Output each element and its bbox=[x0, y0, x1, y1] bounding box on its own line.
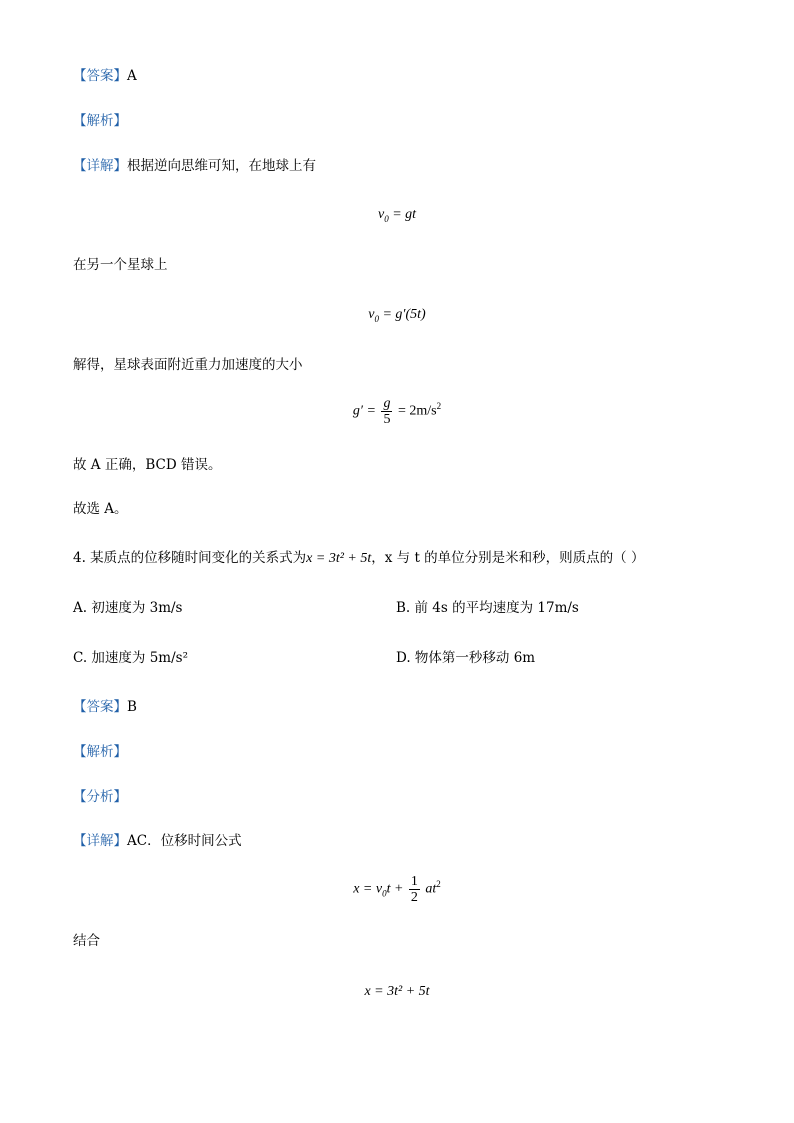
answer-label: 【答案】 bbox=[73, 68, 127, 84]
detail-label: 【详解】 bbox=[73, 833, 127, 849]
answer-value: A bbox=[127, 68, 137, 84]
equation-3: g′ = $\frac{g}{5}$ = $2m/s^2$ bbox=[352, 396, 442, 427]
answer-label: 【答案】 bbox=[73, 699, 127, 715]
option-d: D. 物体第一秒移动 6m bbox=[396, 650, 536, 666]
equation-5: x = 3t² + 5t bbox=[364, 984, 430, 999]
fraction: $\frac{1}{2}$ bbox=[410, 874, 418, 905]
answer-line-2 bbox=[73, 698, 137, 716]
detail-label: 【详解】 bbox=[73, 158, 127, 174]
answer-line-1 bbox=[73, 67, 137, 85]
combine-text: 结合 bbox=[73, 933, 100, 949]
option-a: A. 初速度为 3m/s bbox=[73, 600, 183, 616]
other-planet-text: 在另一个星球上 bbox=[73, 257, 168, 273]
choose-text: 故选 A。 bbox=[73, 501, 128, 517]
detail-line-2 bbox=[73, 832, 242, 850]
detail-text: 根据逆向思维可知，在地球上有 bbox=[127, 158, 316, 174]
solve-text: 解得，星球表面附近重力加速度的大小 bbox=[73, 357, 303, 373]
analysis-label: 【解析】 bbox=[73, 744, 127, 760]
option-b: B. 前 4s 的平均速度为 17m/s bbox=[396, 600, 579, 616]
equation-4: $x = v_0t$ + $\frac{1}{2}$ $at^2$ bbox=[353, 874, 441, 905]
question-4-stem: 4. 某质点的位移随时间变化的关系式为x = 3t² + 5t，x 与 t 的单位分别是米和秒，则质点的（ ） bbox=[73, 550, 645, 566]
answer-value: B bbox=[127, 699, 137, 715]
detail-line-1 bbox=[73, 157, 316, 175]
analysis-label: 【解析】 bbox=[73, 113, 127, 129]
conclusion-text: 故 A 正确，BCD 错误。 bbox=[73, 457, 222, 473]
fenxi-label: 【分析】 bbox=[73, 789, 127, 805]
equation-1: $v_0$ = gt bbox=[377, 207, 417, 224]
fraction: $\frac{g}{5}$ bbox=[383, 396, 391, 427]
option-c: C. 加速度为 5m/s² bbox=[73, 650, 189, 666]
equation-2: $v_0 = g'(5t)$ bbox=[368, 307, 426, 324]
detail-text: AC．位移时间公式 bbox=[127, 833, 242, 849]
